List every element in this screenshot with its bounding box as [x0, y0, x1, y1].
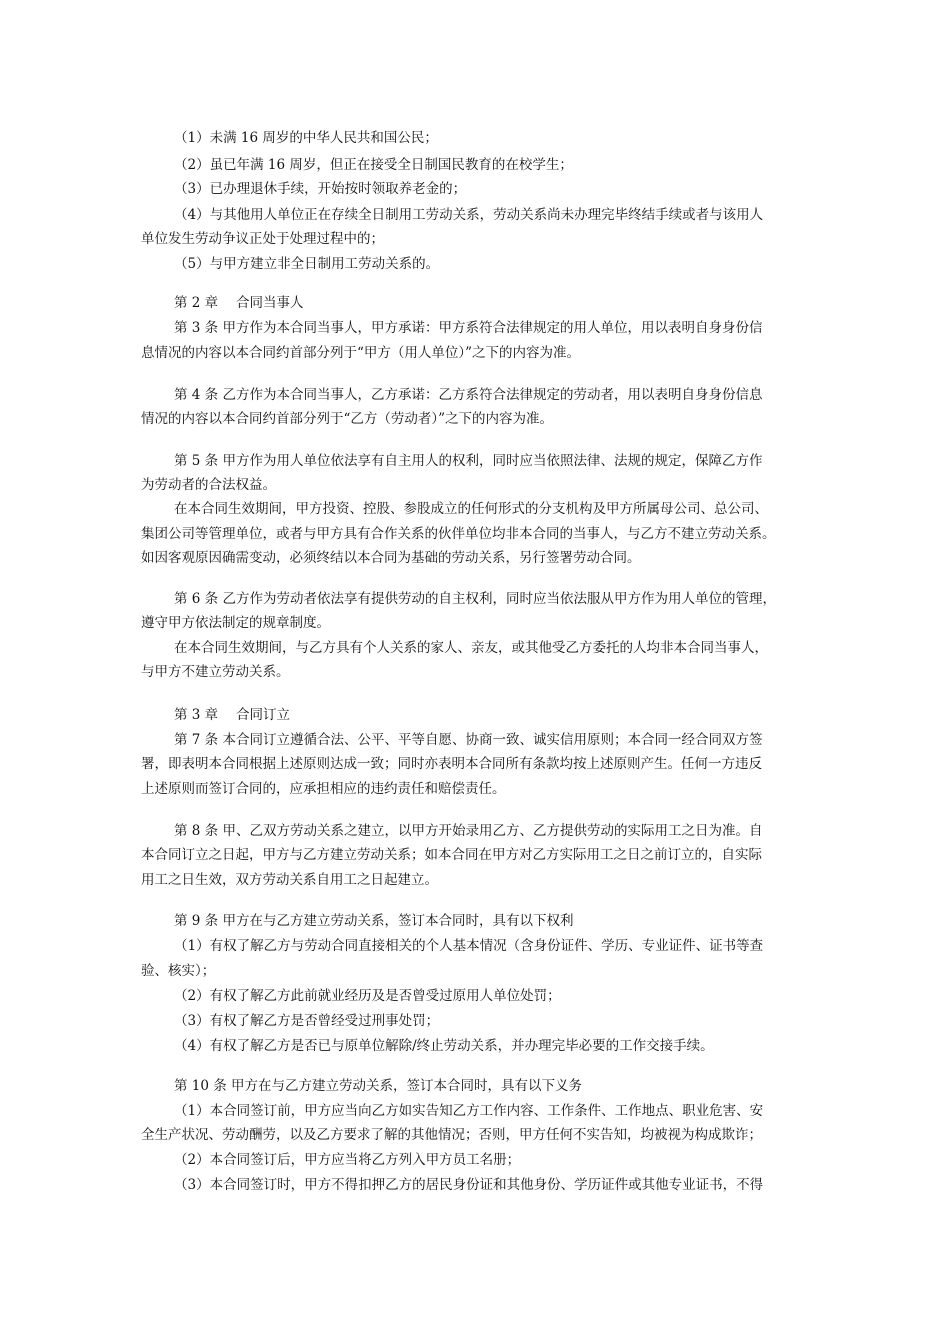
chapter-heading: 第 2 章 合同当事人 — [174, 295, 304, 311]
text-line: 署，即表明本合同根据上述原则达成一致；同时亦表明本合同所有条款均按上述原则产生。任何一方违反 — [141, 756, 762, 772]
text-line: 用工之日生效，双方劳动关系自用工之日起建立。 — [141, 872, 438, 888]
text-line: （2）本合同签订后，甲方应当将乙方列入甲方员工名册； — [174, 1152, 521, 1168]
text-line: 情况的内容以本合同约首部分列于“乙方（劳动者）”之下的内容为准。 — [141, 411, 554, 427]
text-line: （2）有权了解乙方此前就业经历及是否曾受过原用人单位处罚； — [174, 988, 561, 1004]
text-line: 息情况的内容以本合同约首部分列于“甲方（用人单位）”之下的内容为准。 — [141, 345, 581, 361]
text-line: 验、核实）； — [141, 963, 216, 979]
article-line: 第 8 条 甲、乙双方劳动关系之建立，以甲方开始录用乙方、乙方提供劳动的实际用工之日为准。自 — [174, 823, 763, 839]
text-line: 与甲方不建立劳动关系。 — [141, 664, 290, 680]
text-line: （1）本合同签订前，甲方应当向乙方如实告知乙方工作内容、工作条件、工作地点、职业危害、安 — [174, 1103, 764, 1119]
text-line: 为劳动者的合法权益。 — [141, 477, 276, 493]
text-line: （2）虽已年满 16 周岁，但正在接受全日制国民教育的在校学生； — [174, 157, 573, 173]
chapter-heading: 第 3 章 合同订立 — [174, 707, 290, 723]
text-line: 在本合同生效期间，甲方投资、控股、参股成立的任何形式的分支机构及甲方所属母公司、总公司、 — [174, 501, 768, 517]
text-line: （4）与其他用人单位正在存续全日制用工劳动关系，劳动关系尚未办理完毕终结手续或者与该用人 — [174, 207, 764, 223]
text-line: （3）本合同签订时，甲方不得扣押乙方的居民身份证和其他身份、学历证件或其他专业证书，不得 — [174, 1177, 764, 1193]
text-line: 单位发生劳动争议正处于处理过程中的； — [141, 231, 384, 247]
text-line: （3）已办理退休手续，开始按时领取养老金的； — [174, 181, 467, 197]
text-line: （4）有权了解乙方是否已与原单位解除/终止劳动关系，并办理完毕必要的工作交接手续。 — [174, 1038, 714, 1054]
text-line: （1）未满 16 周岁的中华人民共和国公民； — [174, 130, 438, 146]
article-line: 第 10 条 甲方在与乙方建立劳动关系，签订本合同时，具有以下义务 — [174, 1078, 583, 1094]
text-line: 遵守甲方依法制定的规章制度。 — [141, 615, 330, 631]
article-line: 第 4 条 乙方作为本合同当事人，乙方承诺：乙方系符合法律规定的劳动者，用以表明自身身份信息 — [174, 387, 763, 403]
text-line: 上述原则而签订合同的，应承担相应的违约责任和赔偿责任。 — [141, 781, 506, 797]
text-line: 本合同订立之日起，甲方与乙方建立劳动关系；如本合同在甲方对乙方实际用工之日之前订立的，自实际 — [141, 847, 762, 863]
text-line: （1）有权了解乙方与劳动合同直接相关的个人基本情况（含身份证件、学历、专业证件、证书等查 — [174, 938, 764, 954]
text-line: （3）有权了解乙方是否曾经受过刑事处罚； — [174, 1013, 440, 1029]
text-line: （5）与甲方建立非全日制用工劳动关系的。 — [174, 256, 440, 272]
text-line: 集团公司等管理单位，或者与甲方具有合作关系的伙伴单位均非本合同的当事人，与乙方不建立劳动关系。 — [141, 526, 776, 542]
article-line: 第 6 条 乙方作为劳动者依法享有提供劳动的自主权利，同时应当依法服从甲方作为用人单位的管理， — [174, 591, 776, 607]
article-line: 第 9 条 甲方在与乙方建立劳动关系，签订本合同时，具有以下权利 — [174, 913, 574, 929]
article-line: 第 5 条 甲方作为用人单位依法享有自主用人的权利，同时应当依照法律、法规的规定，保障乙方作 — [174, 453, 763, 469]
text-line: 如因客观原因确需变动，必须终结以本合同为基础的劳动关系，另行签署劳动合同。 — [141, 550, 641, 566]
article-line: 第 7 条 本合同订立遵循合法、公平、平等自愿、协商一致、诚实信用原则；本合同一经合同双方签 — [174, 732, 763, 748]
article-line: 第 3 条 甲方作为本合同当事人，甲方承诺：甲方系符合法律规定的用人单位，用以表明自身身份信 — [174, 320, 763, 336]
text-line: 全生产状况、劳动酬劳，以及乙方要求了解的其他情况；否则，甲方任何不实告知，均被视为构成欺诈； — [141, 1127, 762, 1143]
text-line: 在本合同生效期间，与乙方具有个人关系的家人、亲友，或其他受乙方委托的人均非本合同当事人， — [174, 640, 768, 656]
